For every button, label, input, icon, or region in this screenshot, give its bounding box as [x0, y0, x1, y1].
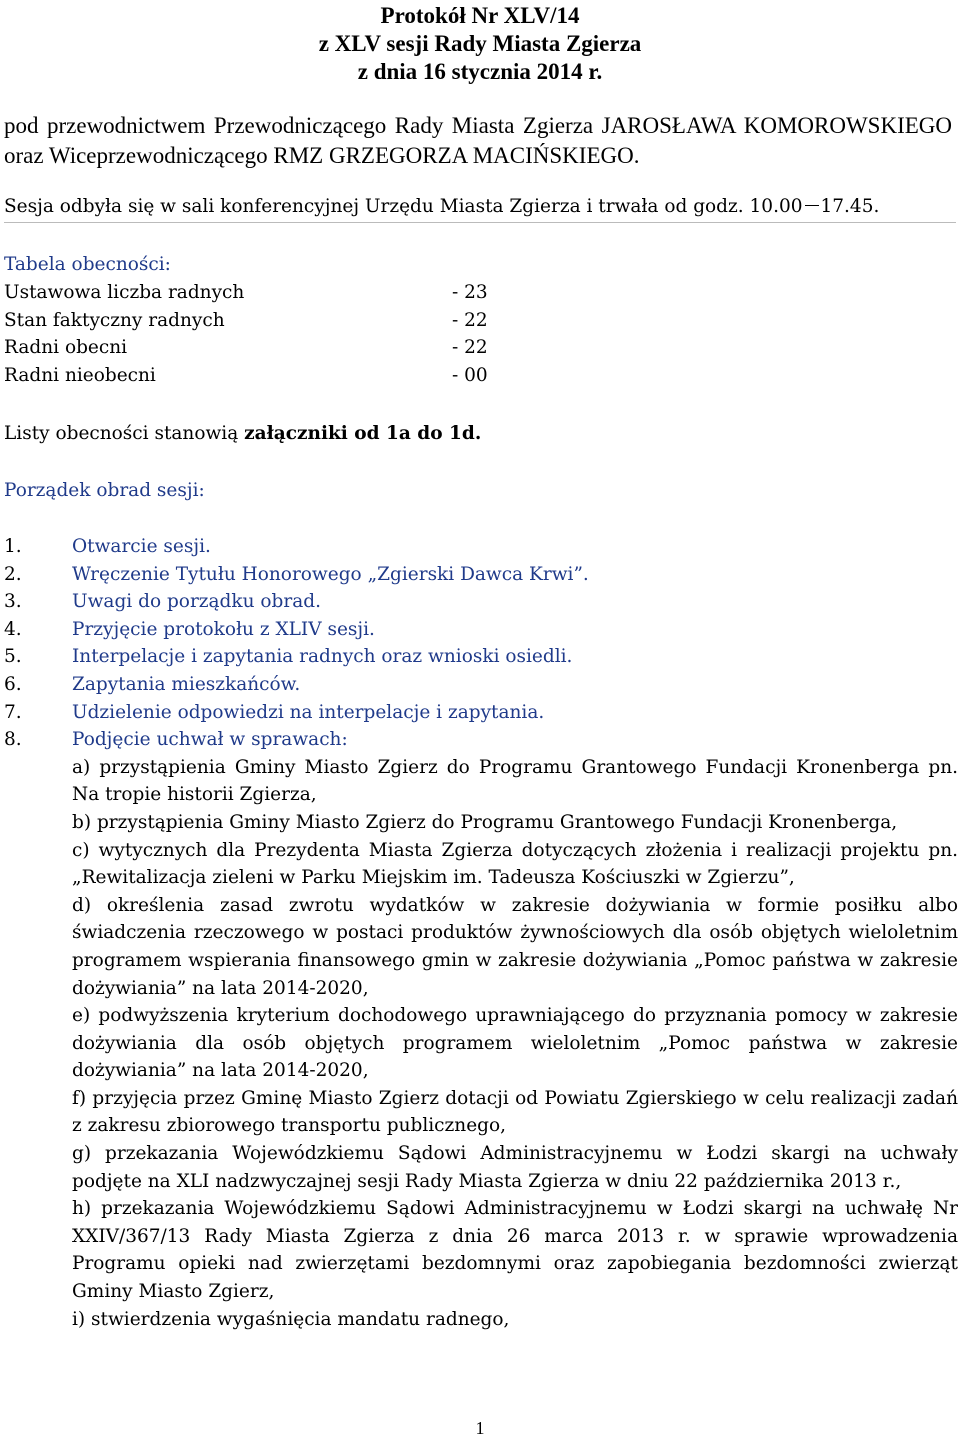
attendance-row	[4, 307, 956, 335]
resolution-subitem: d) określenia zasad zwrotu wydatków w zakresie dożywiania w formie posiłku albo świadczenia rzeczowego w postaci produktów żywnościowych dla osób objętych wieloletnim programem wspierania finansowego gmin w zakresie dożywiania „Pomoc państwa w zakresie dożywiania” na lata 2014-2020,	[72, 894, 958, 999]
attendance-value: - 23	[452, 282, 488, 303]
agenda-item-number: 7.	[4, 701, 22, 723]
attendance-label: Ustawowa liczba radnych	[4, 282, 245, 303]
agenda-item-number: 4.	[4, 618, 22, 640]
session-info-text: Sesja odbyła się w sali konferencyjnej Urzędu Miasta Zgierza i trwała od godz. 10.00	[4, 196, 803, 217]
resolution-subitem: i) stwierdzenia wygaśnięcia mandatu radnego,	[72, 1308, 510, 1330]
agenda-item-number: 2.	[4, 563, 22, 585]
resolution-subitem: h) przekazania Wojewódzkiemu Sądowi Administracyjnemu w Łodzi skargi na uchwałę Nr XXIV/367/13 Rady Miasta Zgierza z dnia 26 marca 2013 r. w sprawie wprowadzenia Programu opieki nad zwierzętami bezdomnymi oraz zapobiegania bezdomności zwierząt Gminy Miasto Zgierz,	[72, 1198, 958, 1303]
agenda-item-text: Wręczenie Tytułu Honorowego „Zgierski Dawca Krwi”.	[72, 563, 589, 585]
attendance-value: - 22	[452, 309, 488, 331]
agenda-list	[4, 533, 958, 1333]
agenda-item-text: Podjęcie uchwał w sprawach:	[72, 729, 348, 751]
attendance-label: Stan faktyczny radnych	[4, 309, 225, 331]
attachments-prefix: Listy obecności stanowią	[4, 423, 245, 444]
resolution-subitems	[72, 754, 958, 1333]
session-date: z dnia 16 stycznia 2014 r.	[357, 59, 603, 84]
session-name: z XLV sesji Rady Miasta Zgierza	[318, 31, 642, 56]
session-info	[4, 193, 956, 223]
attendance-title: Tabela obecności:	[4, 254, 171, 275]
session-end-time: 17.45.	[820, 196, 880, 217]
agenda-item-number: 6.	[4, 673, 22, 695]
agenda-item-text: Udzielenie odpowiedzi na interpelacje i zapytania.	[72, 701, 545, 723]
resolution-subitem: g) przekazania Wojewódzkiemu Sądowi Administracyjnemu w Łodzi skargi na uchwały podjęte na XLI nadzwyczajnej sesji Rady Miasta Zgierza w dniu 22 października 2013 r.,	[72, 1143, 958, 1192]
agenda-item	[4, 671, 958, 699]
resolution-subitem: b) przystąpienia Gminy Miasto Zgierz do Programu Grantowego Fundacji Kronenberga,	[72, 811, 898, 833]
attendance-row	[4, 362, 956, 390]
attachments-range: załączniki od 1a do 1d.	[244, 423, 482, 444]
resolution-subitem: e) podwyższenia kryterium dochodowego uprawniającego do przyznania pomocy w zakresie dożywiania dla osób objętych programem wieloletnim „Pomoc państwa w zakresie dożywiania” na lata 2014-2020,	[72, 1005, 958, 1082]
attendance-label: Radni nieobecni	[4, 364, 156, 386]
agenda-item	[4, 699, 958, 727]
chairmanship-paragraph: pod przewodnictwem Przewodniczącego Rady Miasta Zgierza JAROSŁAWA KOMOROWSKIEGO oraz Wiceprzewodniczącego RMZ GRZEGORZA MACIŃSKIEGO.	[4, 113, 952, 168]
agenda-item-text: Uwagi do porządku obrad.	[72, 591, 321, 613]
agenda-item-text: Zapytania mieszkańców.	[72, 673, 301, 695]
attachments-note	[4, 420, 956, 448]
agenda-item-text: Otwarcie sesji.	[72, 536, 211, 557]
agenda-item-number: 8.	[4, 729, 22, 751]
agenda-item-number: 3.	[4, 591, 22, 613]
attendance-label: Radni obecni	[4, 337, 128, 358]
agenda-title: Porządek obrad sesji:	[4, 480, 205, 501]
page-number: 1	[475, 1418, 485, 1438]
attendance-value: - 00	[452, 364, 488, 386]
time-dash	[805, 205, 819, 206]
attendance-table	[4, 279, 956, 389]
resolution-subitem: a) przystąpienia Gminy Miasto Zgierz do Programu Grantowego Fundacji Kronenberga pn. Na tropie historii Zgierza,	[72, 756, 958, 806]
resolution-subitem: c) wytycznych dla Prezydenta Miasta Zgierza dotyczących złożenia i realizacji projektu pn. „Rewitalizacja zieleni w Parku Miejskim im. Tadeusza Kościuszki w Zgierzu”,	[72, 839, 958, 889]
agenda-item-number: 5.	[4, 646, 22, 668]
agenda-item-text: Interpelacje i zapytania radnych oraz wnioski osiedli.	[72, 646, 573, 668]
agenda-item	[4, 561, 958, 589]
agenda-item	[4, 616, 958, 644]
protocol-header	[0, 2, 960, 86]
agenda-item	[4, 588, 958, 616]
attendance-row	[4, 279, 956, 307]
attendance-row	[4, 334, 956, 362]
agenda-item	[4, 643, 958, 671]
agenda-item-number: 1.	[4, 536, 22, 557]
agenda-item	[4, 726, 958, 754]
agenda-item-text: Przyjęcie protokołu z XLIV sesji.	[72, 618, 375, 640]
attendance-value: - 22	[452, 337, 488, 358]
agenda-item	[4, 533, 958, 561]
protocol-number: Protokół Nr XLV/14	[380, 3, 580, 28]
resolution-subitem: f) przyjęcia przez Gminę Miasto Zgierz dotacji od Powiatu Zgierskiego w celu realizacji zadań z zakresu zbiorowego transportu publicznego,	[72, 1087, 958, 1137]
